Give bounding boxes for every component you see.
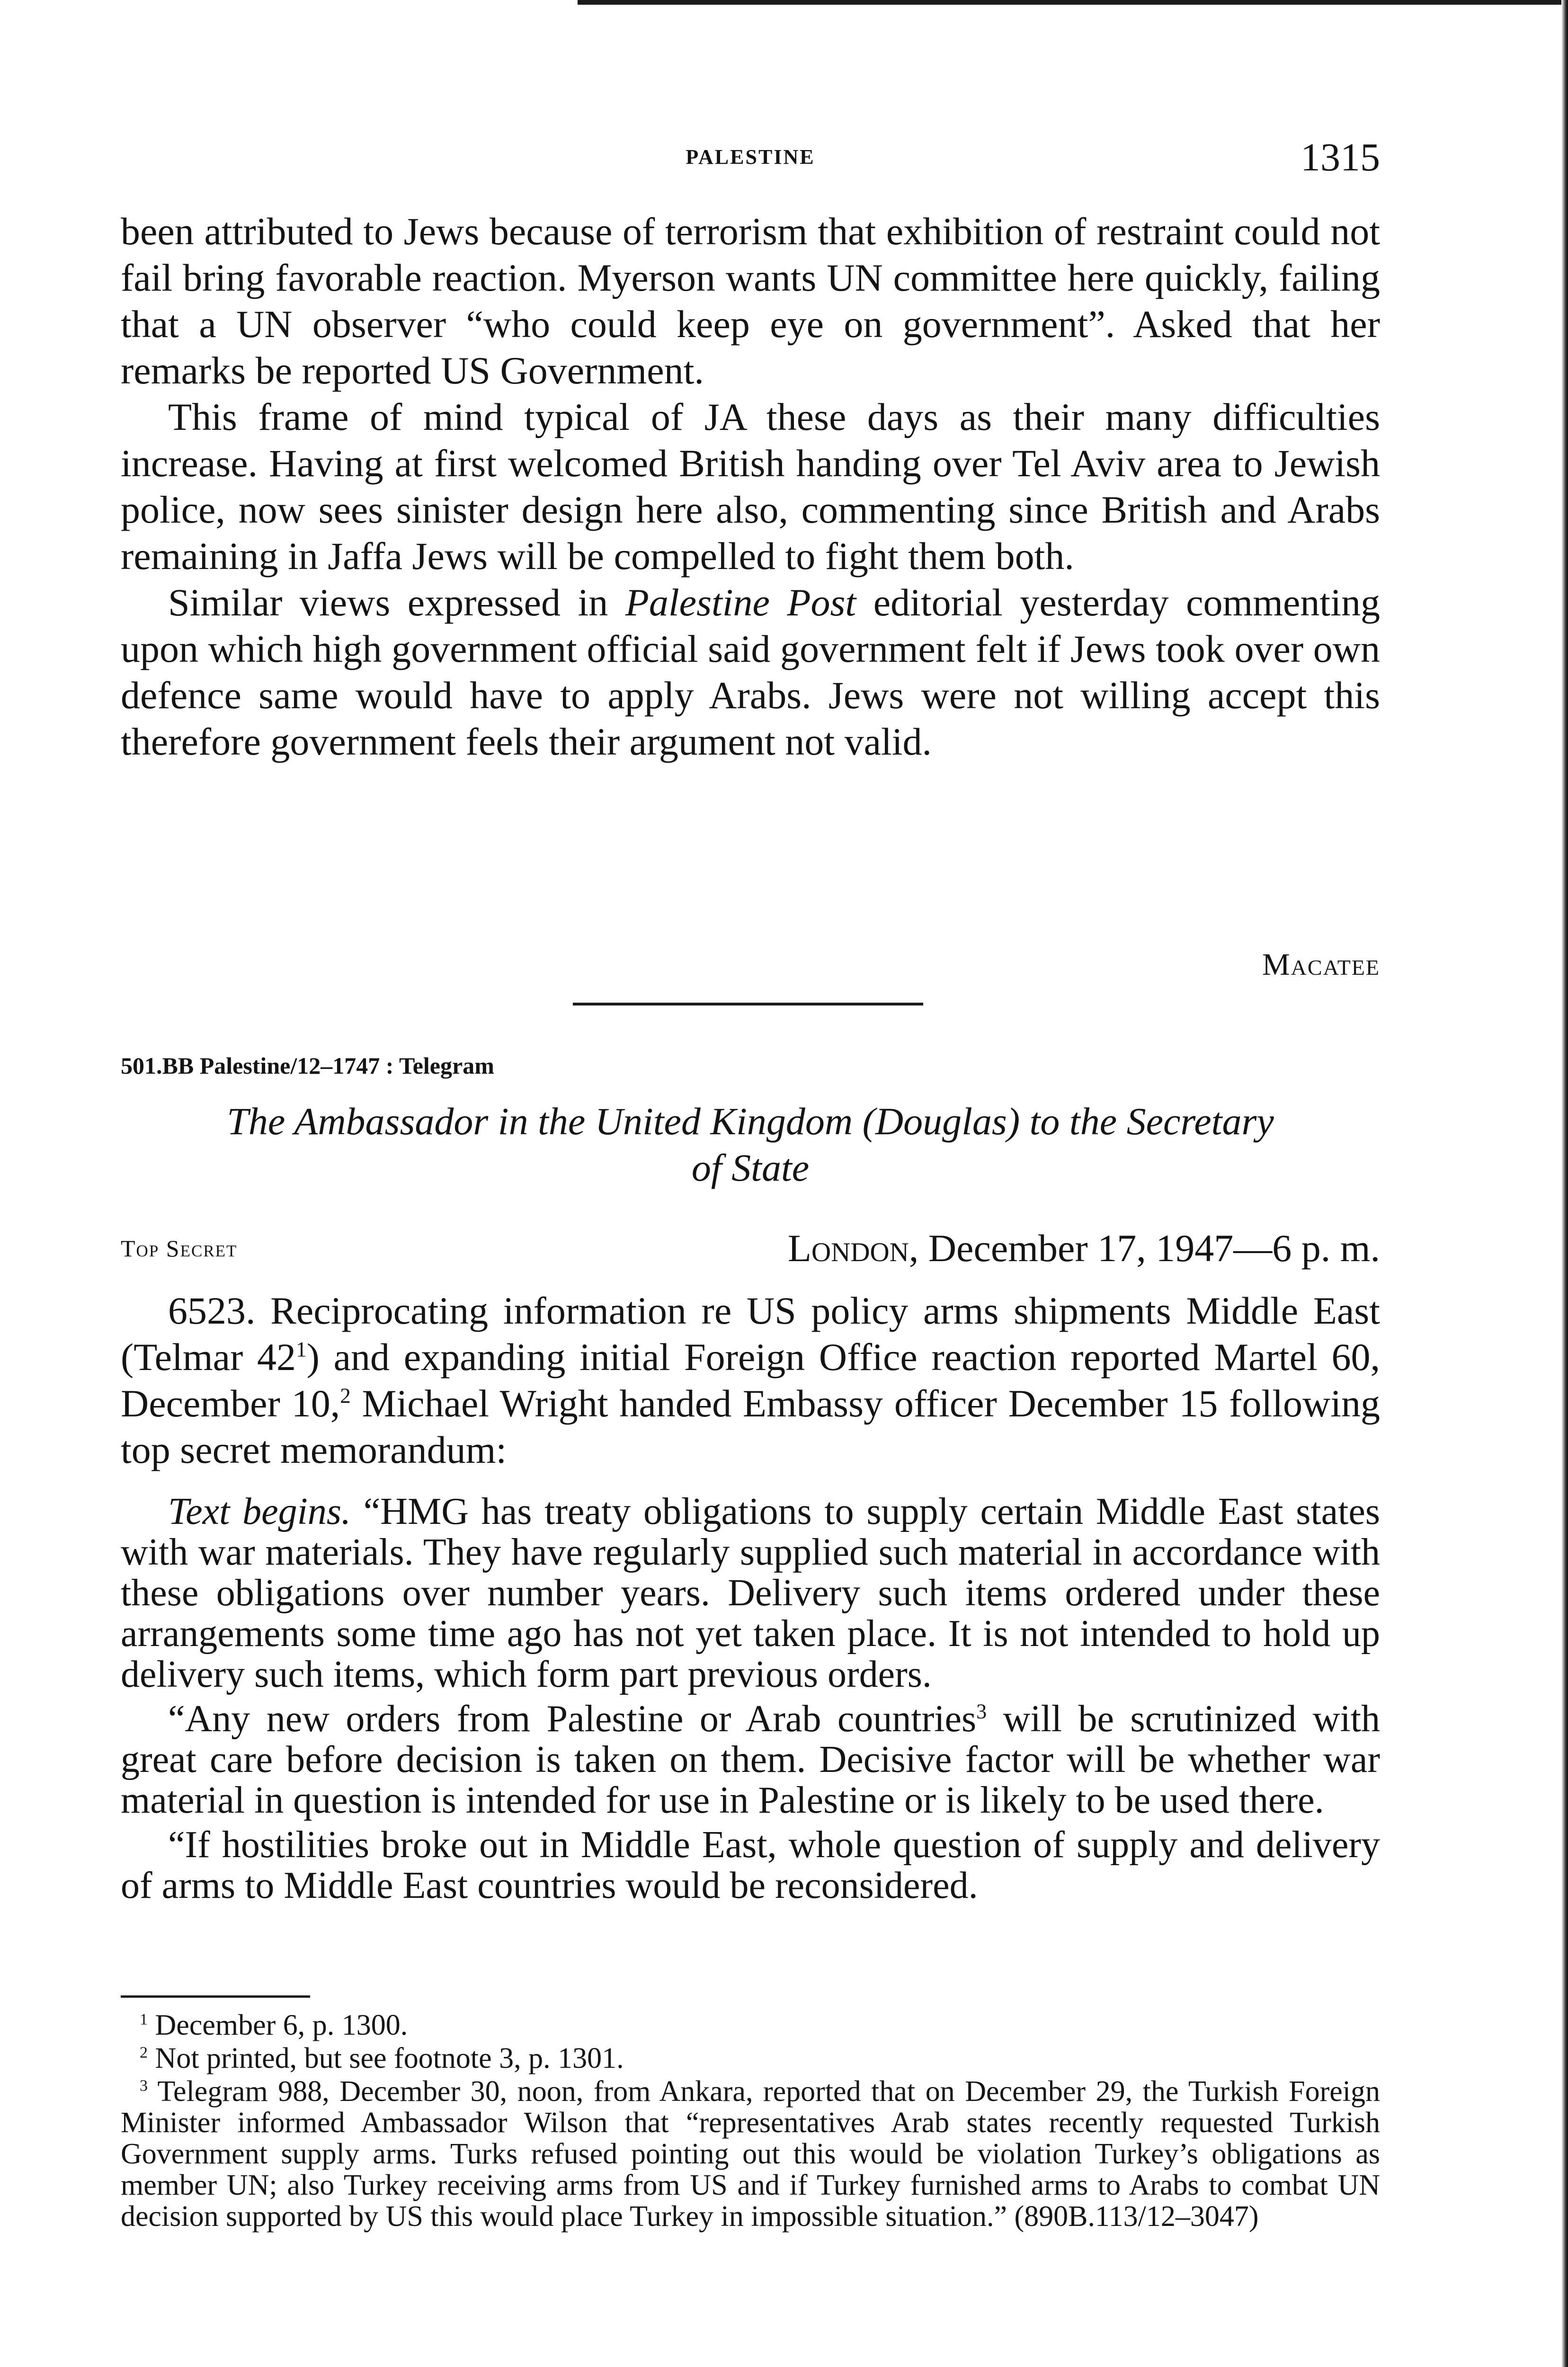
footnote-text: December 6, p. 1300.	[155, 2009, 408, 2041]
footnote	[121, 2010, 1380, 2041]
paragraph	[121, 1699, 1380, 1821]
paragraph-text: will be scrutinized with great care before decision is taken on them. Decisive factor will be whether war material in question is intended for use in Palestine or is likely to be used there.	[121, 1698, 1380, 1821]
text-begins-marker: Text begins.	[168, 1491, 351, 1532]
footnotes	[121, 2010, 1380, 2234]
paragraph-text: “Any new orders from Palestine or Arab countries	[168, 1698, 977, 1740]
paragraph-text: editorial yesterday commenting upon which high government official said government felt if Jews took over own defence same would have to apply Arabs. Jews were not willing accept this therefore government feels their argument not valid.	[121, 581, 1380, 763]
footnote-ref: 1	[296, 1337, 307, 1361]
paragraph-text: 6523. Reciprocating information re US policy arms shipments Middle East (Telmar 42	[121, 1289, 1380, 1379]
telegram-body	[121, 1288, 1380, 1473]
scan-edge-top	[578, 0, 1568, 5]
footnote-mark: 3	[140, 2077, 148, 2095]
heading-line: The Ambassador in the United Kingdom (Douglas) to the Secretary	[227, 1100, 1274, 1143]
memorandum	[121, 1491, 1380, 1910]
footnote-text: Not printed, but see footnote 3, p. 1301.	[155, 2042, 624, 2074]
paragraph	[121, 1491, 1380, 1695]
footnote	[121, 2043, 1380, 2074]
footnote-ref: 2	[340, 1384, 351, 1408]
paragraph-text: “HMG has treaty obligations to supply certain Middle East states with war materials. They have regularly supplied such material in accordance with these obligations over number years. Delivery such items ordered under these arrangements some time ago has not yet taken place. It is not intended to hold up delivery such items, which form part previous orders.	[121, 1491, 1380, 1695]
dateline	[788, 1226, 1380, 1271]
paragraph	[121, 579, 1380, 765]
document-heading	[121, 1098, 1380, 1191]
paragraph	[121, 1288, 1380, 1473]
dateline-place: London	[787, 1227, 909, 1270]
classification: Top Secret	[121, 1235, 238, 1262]
footnote-mark: 2	[140, 2044, 148, 2062]
scan-edge-right	[1561, 0, 1568, 2367]
footnote-mark: 1	[140, 2011, 148, 2029]
paragraph-text: Michael Wright handed Embassy officer December 15 following top secret memorandum:	[121, 1382, 1380, 1471]
continuation-text	[121, 208, 1380, 765]
file-number: 501.BB Palestine/12–1747 : Telegram	[121, 1052, 494, 1079]
paragraph: been attributed to Jews because of terrorism that exhibition of restraint could not fail bring favorable reaction. Myerson wants UN committee here quickly, failing that a UN observer “who could keep eye on government”. Asked that her remarks be reported US Government.	[121, 210, 1380, 392]
heading-line: of State	[691, 1146, 810, 1189]
publication-title: Palestine Post	[625, 581, 856, 624]
paragraph-text: Similar views expressed in	[168, 581, 625, 624]
footnote-ref: 3	[976, 1700, 987, 1723]
page-number: 1315	[1301, 135, 1380, 179]
running-title: PALESTINE	[686, 145, 815, 169]
section-divider	[573, 1003, 923, 1006]
footnote-divider	[121, 1995, 310, 1998]
dateline-date: , December 17, 1947—6 p. m.	[909, 1227, 1380, 1270]
paragraph: “If hostilities broke out in Middle East, whole question of supply and delivery of arms to Middle East countries would be reconsidered.	[121, 1824, 1380, 1906]
footnote-text: Telegram 988, December 30, noon, from Ankara, reported that on December 29, the Turkish Foreign Minister informed Ambassador Wilson that “representatives Arab states recently requested Turkish Government supply arms. Turks refused pointing out this would be violation Turkey’s obligations as member UN; also Turkey receiving arms from US and if Turkey furnished arms to Arabs to combat UN decision supported by US this would place Turkey in impossible situation.” (890B.113/12–3047)	[121, 2075, 1380, 2233]
running-head	[121, 135, 1380, 185]
signature: Macatee	[1262, 947, 1380, 982]
paragraph-text: ) and expanding initial Foreign Office reaction reported Martel 60, December 10,	[121, 1335, 1380, 1425]
paragraph: This frame of mind typical of JA these days as their many difficulties increase. Having at first welcomed British handing over Tel Aviv area to Jewish police, now sees sinister design here also, commenting since British and Arabs remaining in Jaffa Jews will be compelled to fight them both.	[121, 395, 1380, 578]
footnote	[121, 2076, 1380, 2232]
